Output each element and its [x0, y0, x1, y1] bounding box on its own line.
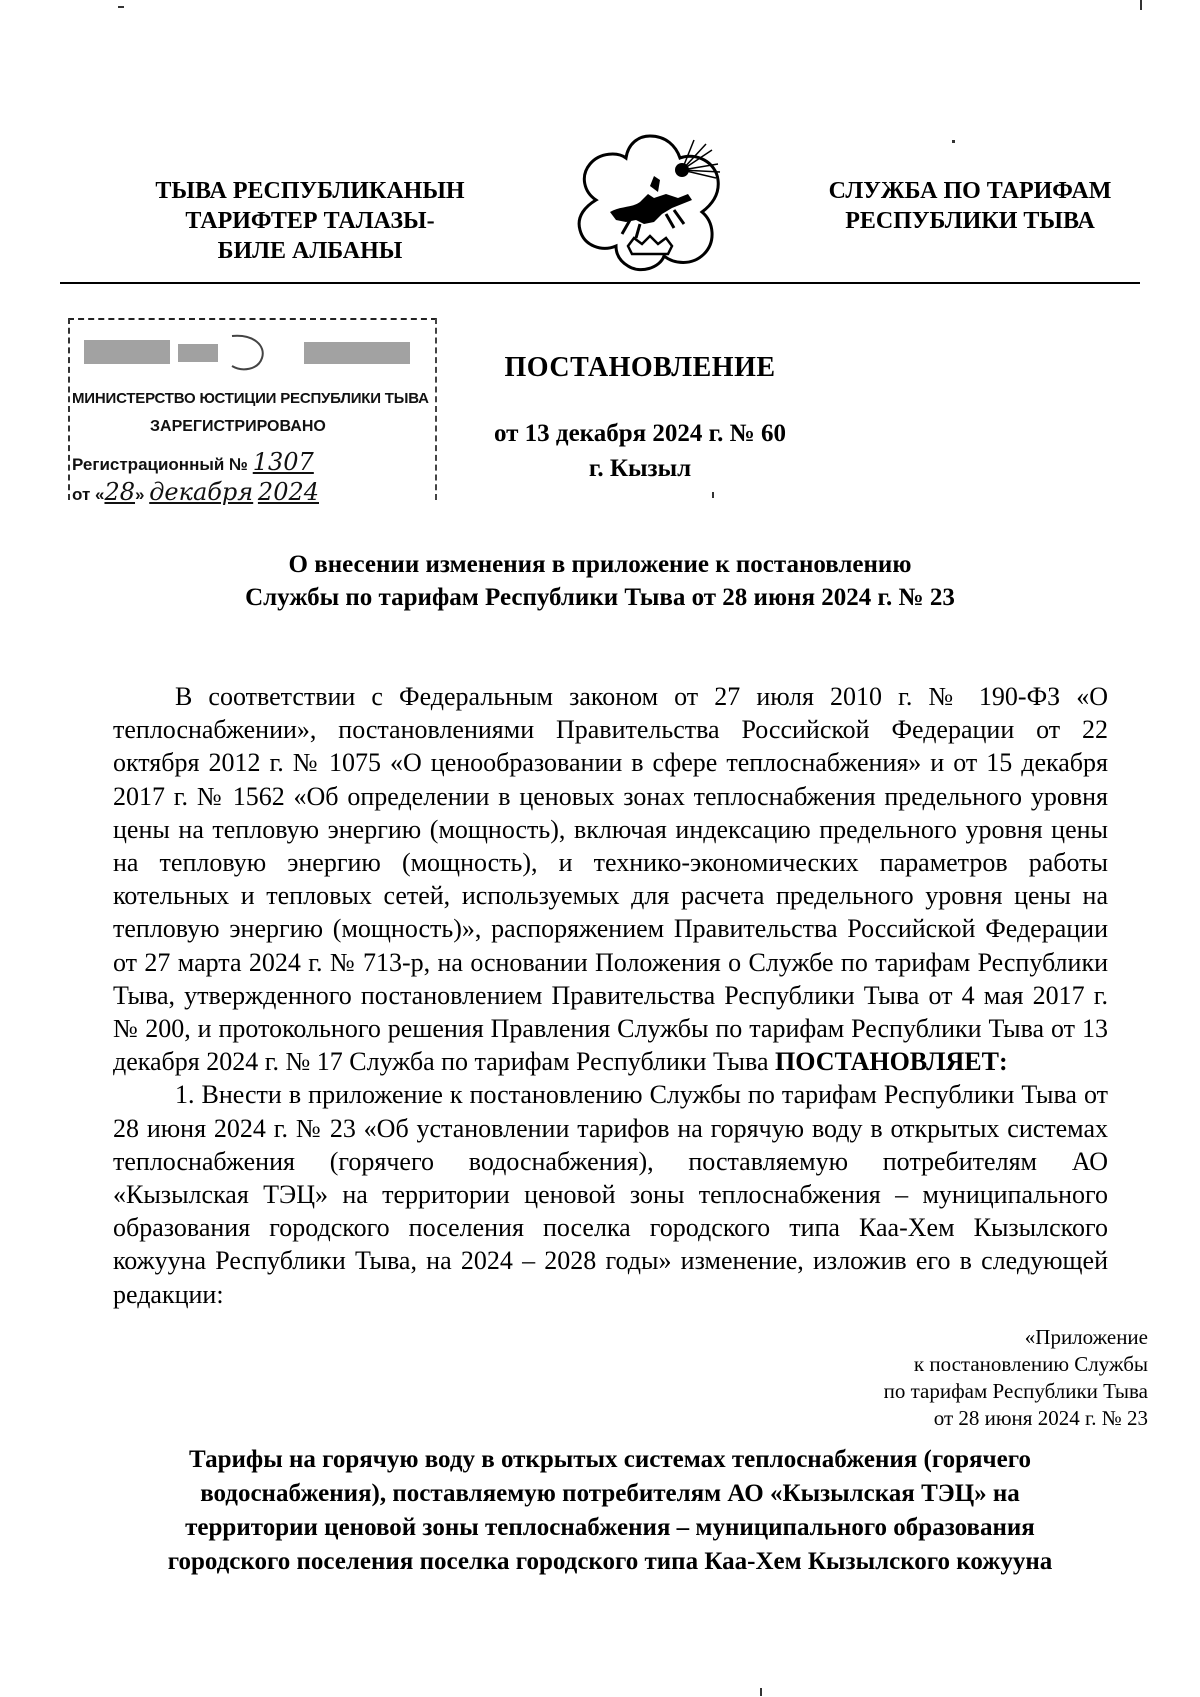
stamp-date-prefix: от « [72, 485, 105, 504]
stamp-ministry-line: МИНИСТЕРСТВО ЮСТИЦИИ РЕСПУБЛИКИ ТЫВА [72, 390, 429, 407]
stamp-smudge-icon [82, 332, 422, 372]
tariff-title-line: территории ценовой зоны теплоснабжения – муниципального образования [185, 1514, 1035, 1541]
subject-line: О внесении изменения в приложение к постановлению [288, 551, 912, 578]
scan-speck [1140, 0, 1142, 10]
annex-line: по тарифам Республики Тыва [883, 1379, 1148, 1403]
header-left-line: ТАРИФТЕР ТАЛАЗЫ- [185, 208, 435, 234]
header-left-line: ТЫВА РЕСПУБЛИКАНЫН [155, 178, 465, 204]
stamp-date-month: декабря [149, 478, 254, 506]
stamp-reg-label: Регистрационный № [72, 455, 248, 474]
header-left-line: БИЛЕ АЛБАНЫ [217, 238, 403, 264]
annex-line: от 28 июня 2024 г. № 23 [933, 1406, 1148, 1430]
document-kind: ПОСТАНОВЛЕНИЕ [504, 352, 776, 383]
tariff-title-line: Тарифы на горячую воду в открытых системах теплоснабжения (горячего [189, 1446, 1031, 1473]
document-date-number: от 13 декабря 2024 г. № 60 [493, 420, 787, 447]
header-right-russian [800, 176, 1140, 236]
annex-line: «Приложение [1024, 1325, 1148, 1349]
stamp-registered-line: ЗАРЕГИСТРИРОВАНО [150, 418, 326, 435]
preamble-text: В соответствии с Федеральным законом от 27 июля 2010 г. № 190-ФЗ «О теплоснабжении», постановлениями Правительства Российской Федерации от 22 октября 2012 г. № 1075 «О ценообразовании в сфере теплоснабжения» и от 15 декабря 2017 г. № 1562 «Об определении в ценовых зонах теплоснабжения предельного уровня цены на тепловую энергию (мощность), включая индексацию предельного уровня цены на тепловую энергию (мощность), и технико-экономических параметров работы котельных и тепловых сетей, используемых для расчета предельного уровня цены на тепловую энергию (мощность)», распоряжением Правительства Российской Федерации от 27 марта 2024 г. № 713-р, на основании Положения о Службе по тарифам Республики Тыва, утвержденного постановлением Правительства Республики Тыва от 4 мая 2017 г. № 200, и протокольного решения Правления Службы по тарифам Республики Тыва от 13 декабря 2024 г. № 17 Служба по тарифам Республики Тыва [113, 682, 1108, 1077]
header-left-tuvan [130, 176, 490, 266]
stamp-date [72, 478, 319, 506]
header-right-line: РЕСПУБЛИКИ ТЫВА [845, 208, 1095, 234]
registration-stamp [60, 318, 438, 510]
document-body [113, 680, 1108, 1311]
scan-speck [760, 1688, 762, 1696]
stamp-date-year: 2024 [257, 478, 319, 506]
scan-speck [952, 140, 955, 143]
scan-speck [712, 492, 714, 498]
document-subject [140, 548, 1060, 614]
annex-line: к постановлению Службы [913, 1352, 1148, 1376]
tariff-title-line: водоснабжения), поставляемую потребителям АО «Кызылская ТЭЦ» на [200, 1480, 1020, 1507]
document-city: г. Кызыл [588, 455, 692, 482]
scan-speck [118, 6, 124, 8]
tariff-title [90, 1443, 1130, 1579]
header-divider [60, 282, 1140, 284]
annex-reference [760, 1324, 1148, 1432]
tuva-coat-of-arms-icon [570, 128, 730, 278]
stamp-registration-number [72, 448, 314, 476]
body-paragraph-preamble [113, 680, 1108, 1078]
tariff-title-line: городского поселения поселка городского типа Каа-Хем Кызылского кожууна [167, 1548, 1053, 1575]
resolves-keyword: ПОСТАНОВЛЯЕТ: [774, 1047, 1008, 1077]
subject-line: Службы по тарифам Республики Тыва от 28 июня 2024 г. № 23 [245, 584, 955, 611]
stamp-reg-number: 1307 [252, 448, 314, 476]
body-paragraph-item-1: 1. Внести в приложение к постановлению Службы по тарифам Республики Тыва от 28 июня 2024 г. № 23 «Об установлении тарифов на горячую воду в открытых системах теплоснабжения (горячего водоснабжения), поставляемую потребителям АО «Кызылская ТЭЦ» на территории ценовой зоны теплоснабжения – муниципального образования городского поселения поселка городского типа Каа-Хем Кызылского кожууна Республики Тыва, на 2024 – 2028 годы» изменение, изложив его в следующей редакции: [113, 1080, 1108, 1309]
header-right-line: СЛУЖБА ПО ТАРИФАМ [828, 178, 1112, 204]
stamp-date-day: 28 [104, 478, 136, 506]
stamp-date-mid: » [135, 485, 145, 504]
